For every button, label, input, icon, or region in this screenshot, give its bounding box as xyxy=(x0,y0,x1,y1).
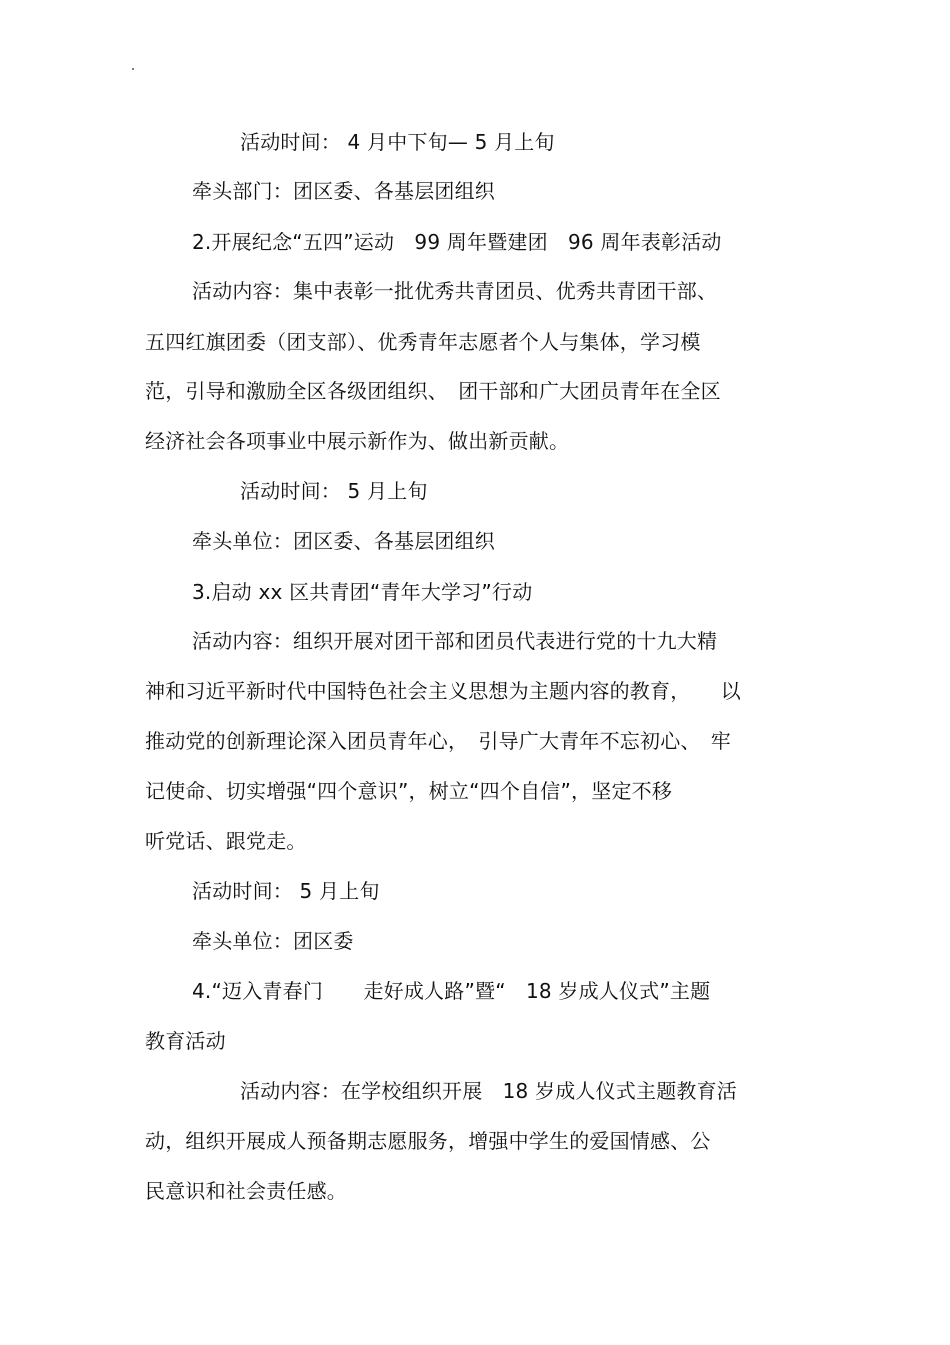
text-line: 牵头单位：团区委、各基层团组织 xyxy=(192,529,495,553)
text-line: 范，引导和激励全区各级团组织、 团干部和广大团员青年在全区 xyxy=(145,379,721,403)
text-line: 活动内容：在学校组织开展 18 岁成人仪式主题教育活 xyxy=(240,1079,738,1103)
text-line: 牵头单位：团区委 xyxy=(192,929,354,953)
text-line: 活动内容：集中表彰一批优秀共青团员、优秀共青团干部、 xyxy=(192,279,718,303)
text-line: 活动时间： 4 月中下旬— 5 月上旬 xyxy=(240,130,555,154)
section-heading: 4.“迈入青春门 走好成人路”暨“ 18 岁成人仪式”主题 xyxy=(192,979,711,1003)
section-heading: 2.开展纪念“五四”运动 99 周年暨建团 96 周年表彰活动 xyxy=(192,230,722,254)
text-line: 听党话、跟党走。 xyxy=(145,829,307,853)
text-line: 推动党的创新理论深入团员青年心， 引导广大青年不忘初心、 牢 xyxy=(145,729,731,753)
text-line: 活动内容：组织开展对团干部和团员代表进行党的十九大精 xyxy=(192,629,718,653)
text-line: 记使命、切实增强“四个意识”，树立“四个自信”，坚定不移 xyxy=(145,779,673,803)
text-line: 五四红旗团委（团支部）、优秀青年志愿者个人与集体，学习模 xyxy=(145,330,701,354)
section-heading: 3.启动 xx 区共青团“青年大学习”行动 xyxy=(192,580,533,604)
text-line: 神和习近平新时代中国特色社会主义思想为主题内容的教育， 以 xyxy=(145,679,741,703)
text-line: 经济社会各项事业中展示新作为、做出新贡献。 xyxy=(145,429,570,453)
page-mark xyxy=(132,68,134,70)
text-line: 民意识和社会责任感。 xyxy=(145,1179,347,1203)
text-line: 动，组织开展成人预备期志愿服务，增强中学生的爱国情感、公 xyxy=(145,1129,711,1153)
text-line: 活动时间： 5 月上旬 xyxy=(192,879,380,903)
text-line: 活动时间： 5 月上旬 xyxy=(240,479,428,503)
text-line: 牵头部门：团区委、各基层团组织 xyxy=(192,179,495,203)
section-heading: 教育活动 xyxy=(145,1029,226,1053)
